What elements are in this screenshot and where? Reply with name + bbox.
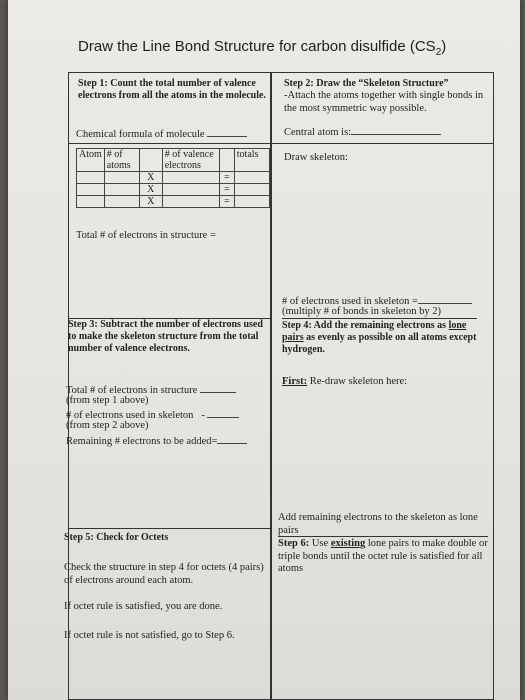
multiply-note: (multiply # of bonds in skeleton by 2): [282, 306, 441, 317]
step5-satisfied: If octet rule is satisfied, you are done.: [64, 601, 223, 612]
step3-total-note: (from step 1 above): [66, 395, 149, 406]
step5-check: Check the structure in step 4 for octets (4 pairs) of electrons around each atom.: [64, 562, 264, 586]
col-valence: # of valence electrons: [162, 149, 219, 172]
step3-remaining-line: Remaining # electrons to be added=: [66, 434, 247, 449]
cell[interactable]: [234, 172, 269, 184]
col-atom: Atom: [77, 149, 105, 172]
op-x: X: [139, 172, 162, 184]
used-electrons-line: # of electrons used in skeleton =: [282, 294, 472, 309]
redraw-label: First: Re-draw skeleton here:: [282, 376, 408, 387]
formula-blank[interactable]: [207, 127, 247, 137]
col-spacer: [139, 149, 162, 172]
step6-divider: [278, 536, 488, 537]
cell[interactable]: [162, 172, 219, 184]
cell[interactable]: [162, 196, 219, 208]
col-totals: totals: [234, 149, 269, 172]
op-eq: =: [219, 184, 234, 196]
op-eq: =: [219, 172, 234, 184]
divider-step1: [68, 143, 270, 144]
step1-heading: Step 1: Count the total number of valence electrons from all the atoms in the molecule.: [78, 78, 266, 101]
central-atom-blank[interactable]: [351, 125, 441, 135]
formula-label: Chemical formula of molecule: [76, 127, 247, 142]
col-spacer: [219, 149, 234, 172]
column-divider: [270, 72, 272, 700]
step3-heading: Step 3: Subtract the number of electrons used to make the skeleton structure from the total number of valence electrons.: [68, 319, 263, 354]
cell[interactable]: [77, 172, 105, 184]
cell[interactable]: [234, 196, 269, 208]
cell[interactable]: [104, 172, 139, 184]
op-x: X: [139, 196, 162, 208]
col-num-atoms: # of atoms: [104, 149, 139, 172]
op-eq: =: [219, 196, 234, 208]
step5-not-satisfied: If octet rule is not satisfied, go to Step 6.: [64, 630, 235, 641]
cell[interactable]: [104, 196, 139, 208]
cell[interactable]: [234, 184, 269, 196]
step3-total-line: Total # of electrons in structure: [66, 383, 236, 398]
central-atom-label: Central atom is:: [284, 125, 441, 140]
step2-body: -Attach the atoms together with single bonds in the most symmetric way possible.: [284, 90, 484, 114]
op-x: X: [139, 184, 162, 196]
cell[interactable]: [162, 184, 219, 196]
add-remaining-label: Add remaining electrons to the skeleton as lone pairs: [278, 512, 478, 536]
step2-heading: Step 2: Draw the “Skeleton Structure”: [284, 78, 449, 89]
cell[interactable]: [104, 184, 139, 196]
step3-remaining-blank[interactable]: [217, 434, 247, 444]
multiply-underline: [282, 318, 477, 319]
divider-step5: [68, 528, 270, 529]
step3-used-blank[interactable]: [207, 408, 239, 418]
used-electrons-blank[interactable]: [418, 294, 472, 304]
divider-step2: [270, 143, 493, 144]
page-title: Draw the Line Bond Structure for carbon disulfide $(CS_2)$: [78, 38, 447, 58]
draw-skeleton-label: Draw skeleton:: [284, 152, 348, 163]
atom-table: [76, 148, 270, 208]
step3-total-blank[interactable]: [200, 383, 236, 393]
step4-heading: Step 4: Add the remaining electrons as lone pairs as evenly as possible on all atoms except hydrogen.: [282, 320, 477, 355]
total-electrons-label: Total # of electrons in structure =: [76, 230, 216, 241]
step5-heading: Step 5: Check for Octets: [64, 532, 169, 543]
step6-heading: Step 6: Use existing lone pairs to make double or triple bonds until the octet rule is satisfied for all atoms: [278, 538, 488, 574]
step3-used-line: # of electrons used in skeleton -: [66, 408, 239, 423]
cell[interactable]: [77, 196, 105, 208]
cell[interactable]: [77, 184, 105, 196]
step3-used-note: (from step 2 above): [66, 420, 149, 431]
